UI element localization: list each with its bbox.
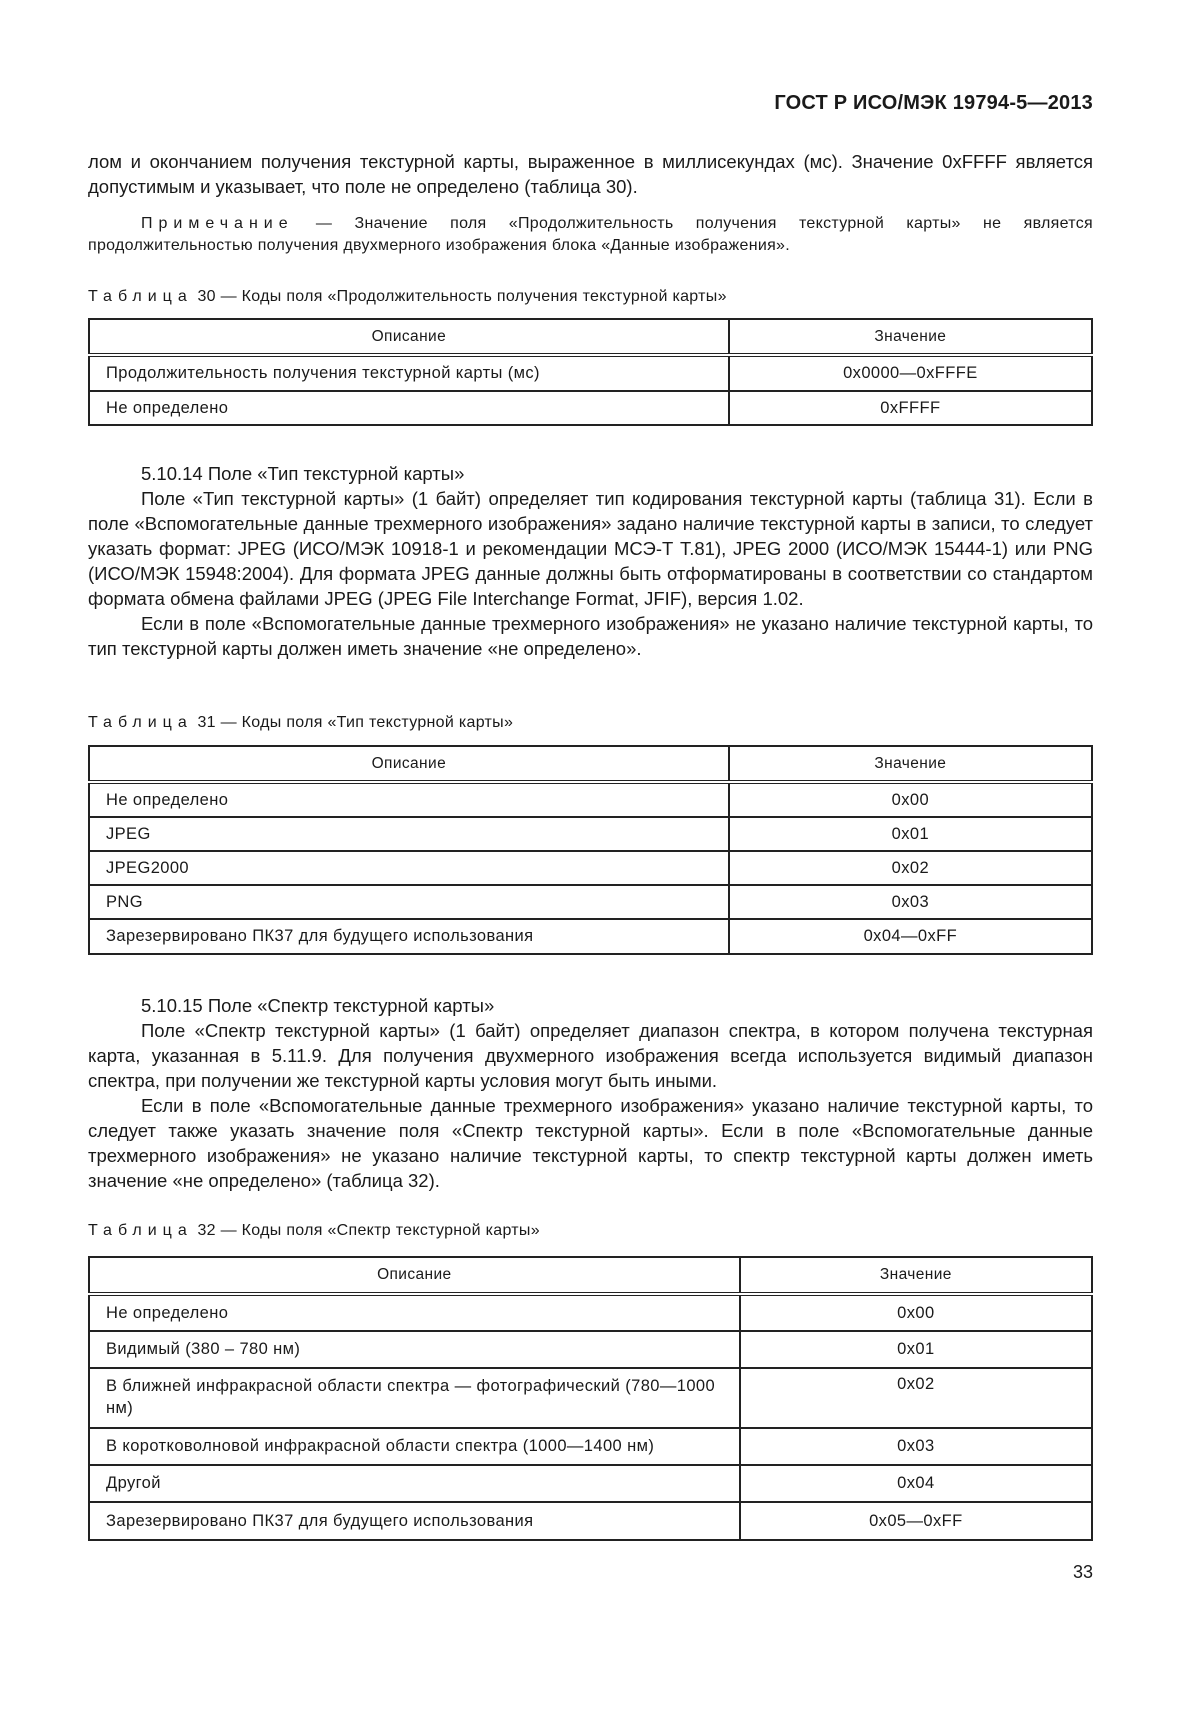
table32-caption-label: Таблица [88,1222,193,1239]
section-5-10-14-title: 5.10.14 Поле «Тип текстурной карты» [141,463,465,484]
table-row [89,885,1092,919]
table32-header-desc: Описание [89,1257,740,1294]
document-header: ГОСТ Р ИСО/МЭК 19794-5—2013 [774,92,1093,114]
note-text: — Значение поля «Продолжительность получения текстурной карты» не является продолжительностью получения двухмерного изображения блока «Данные изображения». [88,215,1093,254]
table-row [89,919,1092,954]
table-row [89,817,1092,851]
table30-caption [88,286,1093,308]
table-row [89,1465,1092,1502]
table32-caption-text: 32 — Коды поля «Спектр текстурной карты» [192,1222,540,1239]
section-5-10-14-p2: Если в поле «Вспомогательные данные трехмерного изображения» не указано наличие текстурной карты, то тип текстурной карты должен иметь значение «не определено». [88,613,1093,659]
table30-caption-label: Таблица [88,288,193,305]
table31-header-desc: Описание [89,746,729,782]
table-row [89,355,1092,391]
note-block [88,213,1093,257]
section-5-10-15-title: 5.10.15 Поле «Спектр текстурной карты» [141,995,495,1016]
table32-row3-value: 0x03 [740,1428,1092,1465]
table32-caption [88,1220,1093,1242]
intro-paragraph: лом и окончанием получения текстурной карты, выраженное в миллисекундах (мс). Значение 0xFFFF является допустимым и указывает, что поле не определено (таблица 30). [88,151,1093,197]
table31-header-value: Значение [729,746,1092,782]
table31-row4-desc: Зарезервировано ПК37 для будущего использования [89,919,729,954]
table-row [89,1294,1092,1331]
page-number: 33 [1072,1562,1093,1582]
table32-row4-value: 0x04 [740,1465,1092,1502]
table31-row3-value: 0x03 [729,885,1092,919]
table32-row4-desc: Другой [89,1465,740,1502]
table31-row0-desc: Не определено [89,782,729,817]
table32-row5-value: 0x05—0xFF [740,1502,1092,1540]
table32-row2-desc: В ближней инфракрасной области спектра — фотографический (780—1000 нм) [89,1368,740,1428]
table32-row5-desc: Зарезервировано ПК37 для будущего использования [89,1502,740,1540]
table-row [89,1331,1092,1368]
table31-row3-desc: PNG [89,885,729,919]
table32-row1-desc: Видимый (380 – 780 нм) [89,1331,740,1368]
section-5-10-14 [88,461,1093,661]
table30-row1-desc: Не определено [89,391,729,425]
table30-row0-value: 0x0000—0xFFFE [729,355,1092,391]
section-5-10-15-p1: Поле «Спектр текстурной карты» (1 байт) определяет диапазон спектра, в котором получена текстурная карта, указанная в 5.11.9. Для получения двухмерного изображения всегда используется видимый диапазон спектра, при получении же текстурной карты условия могут быть иными. [88,1020,1093,1091]
table30-caption-text: 30 — Коды поля «Продолжительность получения текстурной карты» [192,288,727,305]
table31-row1-value: 0x01 [729,817,1092,851]
table31-row0-value: 0x00 [729,782,1092,817]
table32-row3-desc: В коротковолновой инфракрасной области спектра (1000—1400 нм) [89,1428,740,1465]
section-5-10-14-p1: Поле «Тип текстурной карты» (1 байт) определяет тип кодирования текстурной карты (таблица 31). Если в поле «Вспомогательные данные трехмерного изображения» задано наличие текстурной карты в записи, то следует указать формат: JPEG (ИСО/МЭК 10918-1 и рекомендации МСЭ-Т Т.81), JPEG 2000 (ИСО/МЭК 15444-1) или PNG (ИСО/МЭК 15948:2004). Для формата JPEG данные должны быть отформатированы в соответствии со стандартом формата обмена файлами JPEG (JPEG File Interchange Format, JFIF), версия 1.02. [88,488,1093,609]
table32-header-value: Значение [740,1257,1092,1294]
table32-row1-value: 0x01 [740,1331,1092,1368]
table32-row0-desc: Не определено [89,1294,740,1331]
table31-caption-label: Таблица [88,714,193,731]
table-row [89,1428,1092,1465]
table31-caption-text: 31 — Коды поля «Тип текстурной карты» [192,714,514,731]
table31-row4-value: 0x04—0xFF [729,919,1092,954]
table30-header-value: Значение [729,319,1092,355]
table31-row2-desc: JPEG2000 [89,851,729,885]
table32-row2-value: 0x02 [740,1368,1092,1428]
note [88,213,1093,257]
table30-header-desc: Описание [89,319,729,355]
table32-row0-value: 0x00 [740,1294,1092,1331]
table30-row1-value: 0xFFFF [729,391,1092,425]
section-5-10-15-p2: Если в поле «Вспомогательные данные трехмерного изображения» указано наличие текстурной карты, то следует также указать значение поля «Спектр текстурной карты». Если в поле «Вспомогательные данные трехмерного изображения» не указано наличие текстурной карты, то спектр текстурной карты должен иметь значение «не определено» (таблица 32). [88,1095,1093,1191]
table30-row0-desc: Продолжительность получения текстурной карты (мс) [89,355,729,391]
table-row [89,851,1092,885]
table-30 [88,318,1093,426]
intro-block [88,149,1093,199]
table31-caption [88,712,1093,734]
table-row [89,1368,1092,1428]
table-row [89,782,1092,817]
table-31 [88,745,1093,955]
section-5-10-15 [88,993,1093,1193]
table31-row1-desc: JPEG [89,817,729,851]
table-row [89,391,1092,425]
note-label: Примечание [141,215,294,232]
table31-row2-value: 0x02 [729,851,1092,885]
table-32 [88,1256,1093,1541]
table-row [89,1502,1092,1540]
